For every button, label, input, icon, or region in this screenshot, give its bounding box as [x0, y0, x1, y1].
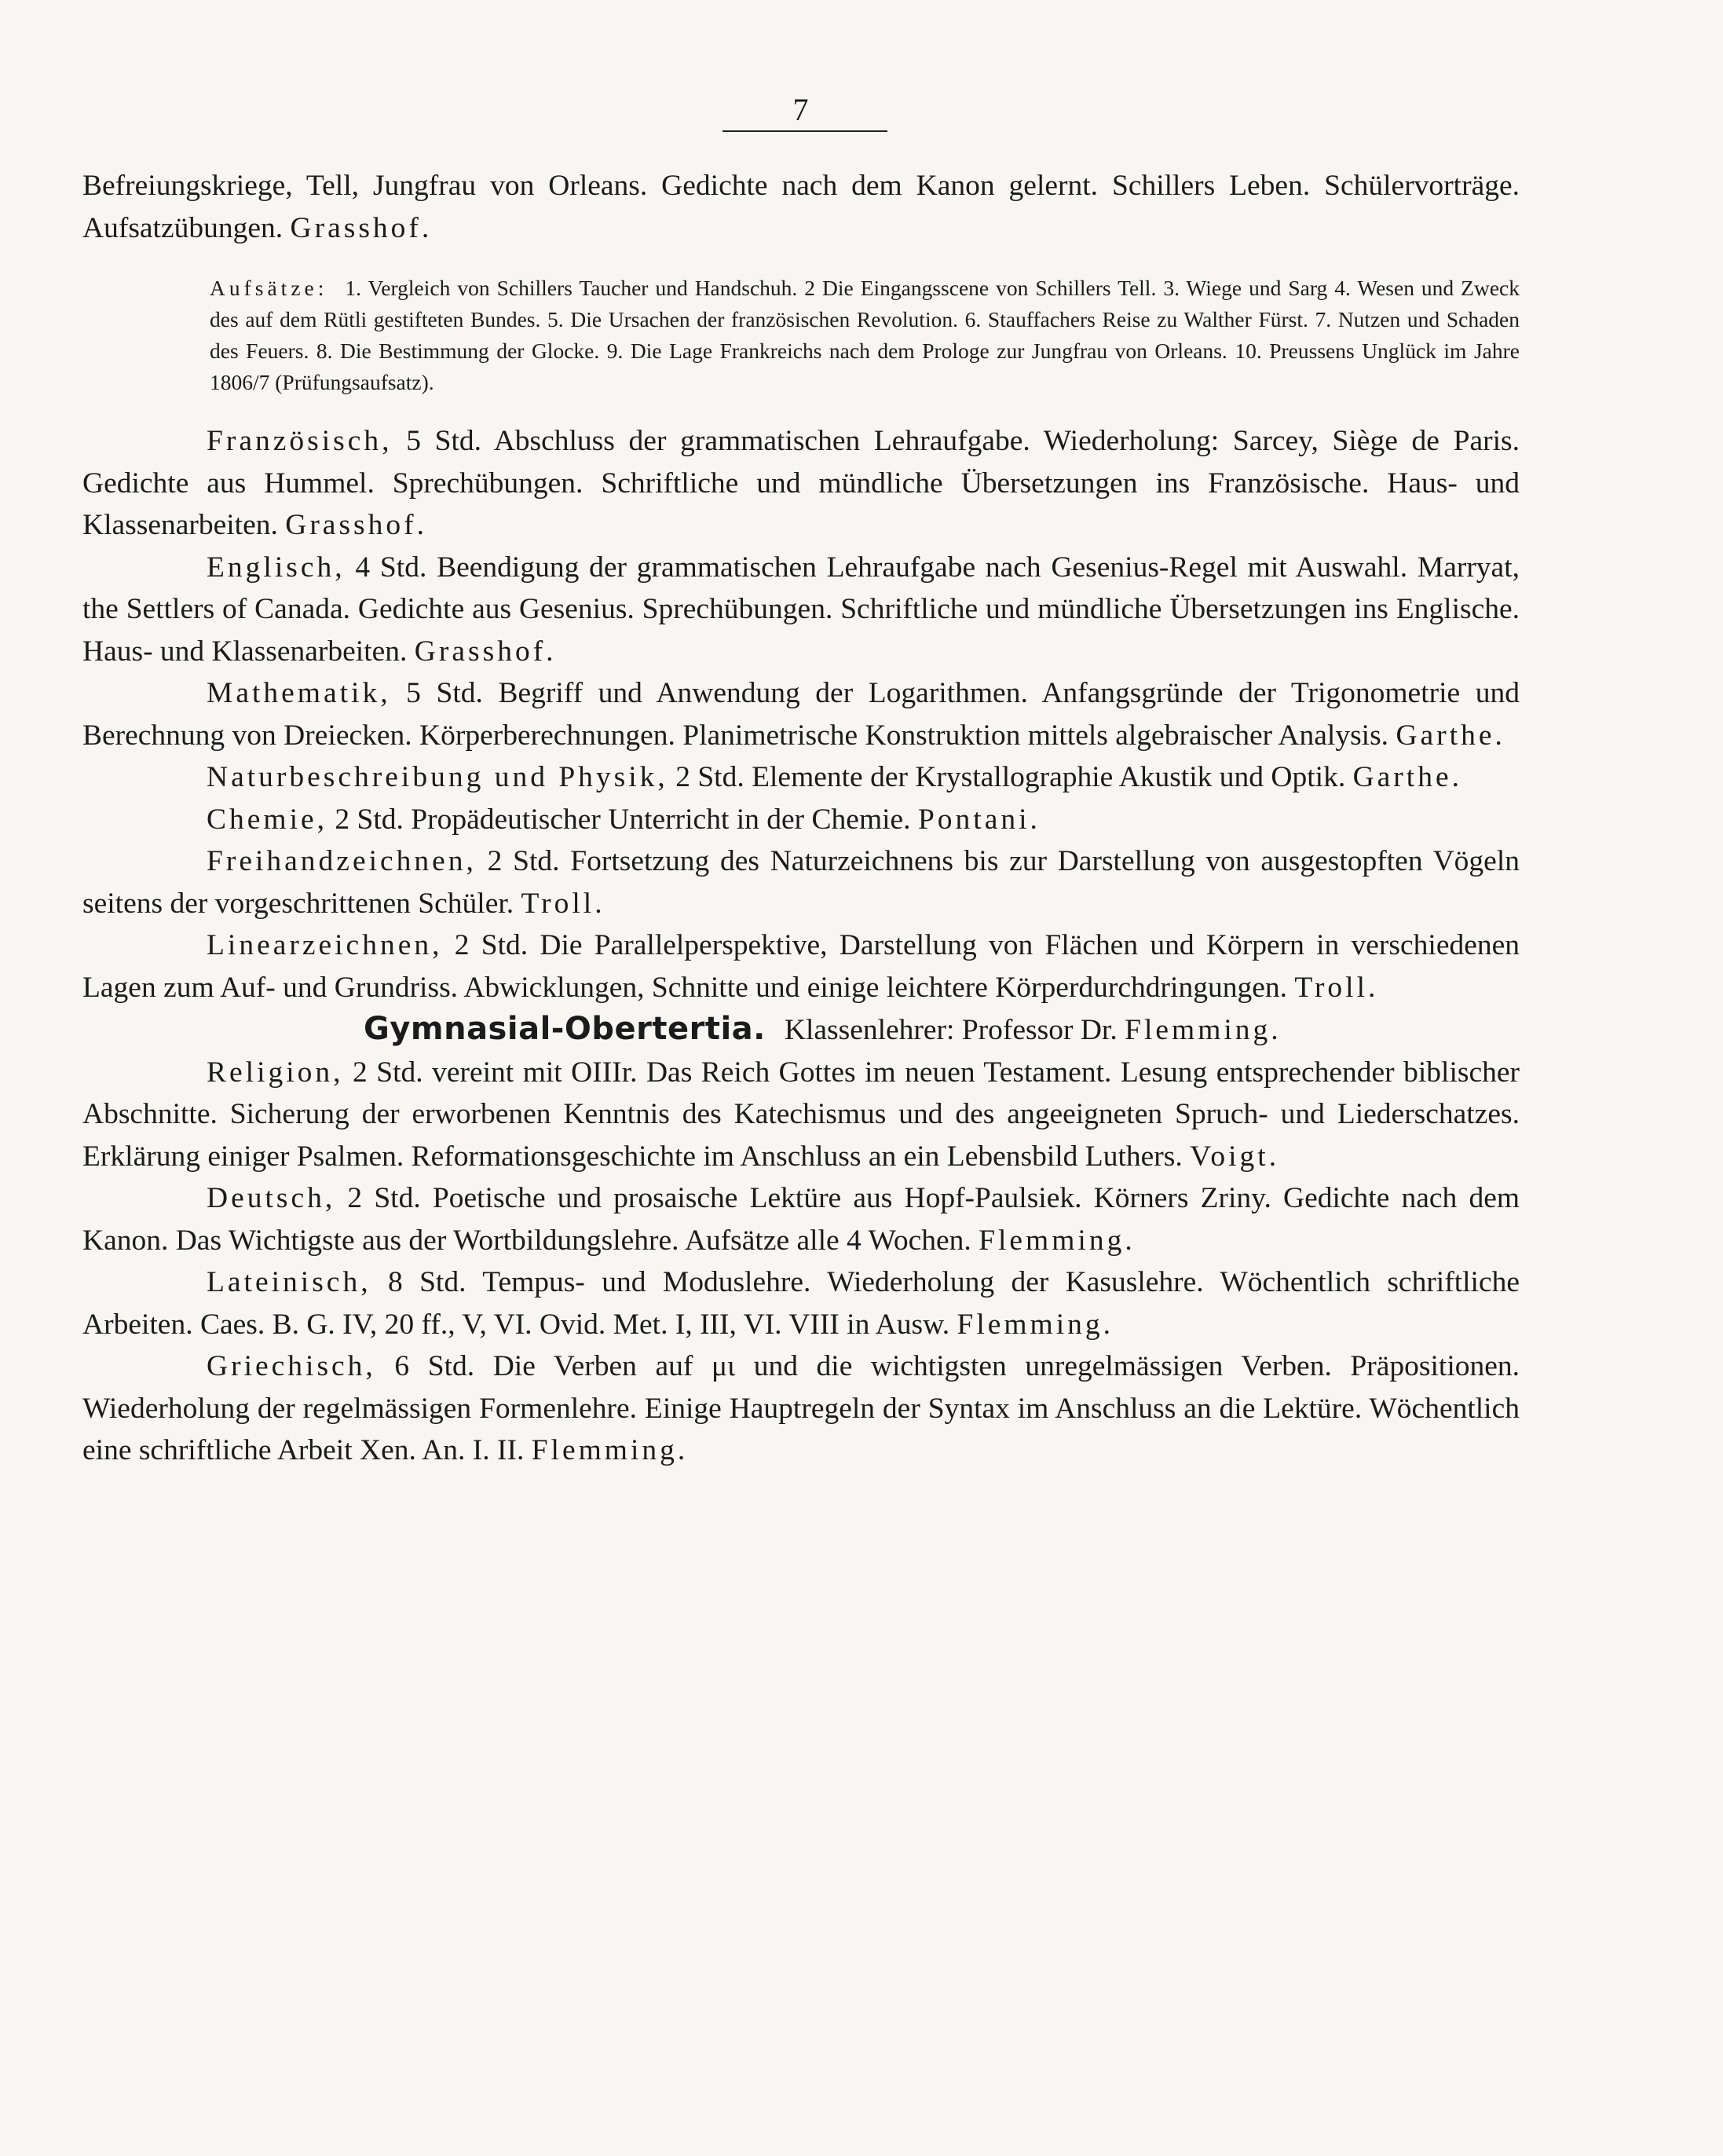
subject-name: Lateinisch,	[207, 1266, 371, 1298]
subject-hours: 2 Std.	[487, 845, 560, 877]
class-teacher-name: Flemming.	[1125, 1014, 1282, 1046]
subject-teacher: Grasshof.	[414, 635, 557, 668]
subject-text: Tempus- und Moduslehre. Wiederholung der Kasuslehre. Wöchentlich schriftliche Arbeiten. Caes. B. G. IV, 20 ff., V, VI. Ovid. Met. I, III, VI. VIII in Ausw.	[82, 1266, 1520, 1341]
subject-hours: 4 Std.	[355, 551, 427, 584]
subject-teacher: Grasshof.	[285, 509, 427, 541]
subject-paragraph	[82, 756, 1520, 799]
subject-name: Naturbeschreibung und Physik,	[207, 761, 668, 793]
subject-teacher: Voigt.	[1190, 1140, 1280, 1173]
subject-text: Propädeutischer Unterricht in der Chemie.	[411, 803, 911, 836]
subject-text: Fortsetzung des Naturzeichnens bis zur Darstellung von ausgestopften Vögeln seitens der vorgeschrittenen Schüler.	[82, 845, 1520, 920]
class-heading	[82, 1008, 1520, 1052]
subject-text: Abschluss der grammatischen Lehraufgabe. Wiederholung: Sarcey, Siège de Paris. Gedichte aus Hummel. Sprechübungen. Schriftliche und mündliche Übersetzungen ins Französische. Haus- und Klassenarbeiten.	[82, 425, 1520, 541]
subject-hours: 5 Std.	[406, 425, 482, 457]
class-teacher-label: Klassenlehrer:	[784, 1014, 955, 1046]
subject-text: Elemente der Krystallographie Akustik und Optik.	[752, 761, 1346, 793]
aufsaetze-label: Aufsätze:	[210, 276, 328, 300]
subject-hours: 5 Std.	[406, 677, 483, 709]
subject-paragraph	[82, 547, 1520, 673]
subject-paragraph	[82, 840, 1520, 924]
subject-hours: 2 Std.	[353, 1056, 423, 1089]
subject-name: Linearzeichnen,	[207, 929, 443, 961]
intro-paragraph	[82, 165, 1520, 249]
subject-hours: 2 Std.	[347, 1182, 421, 1214]
subject-teacher: Pontani.	[917, 803, 1041, 836]
subject-paragraph	[82, 1261, 1520, 1345]
page-body	[82, 165, 1520, 1472]
subject-text: Poetische und prosaische Lektüre aus Hopf-Paulsiek. Körners Zriny. Gedichte nach dem Kanon. Das Wichtigste aus der Wortbildungslehre. Aufsätze alle 4 Wochen.	[82, 1182, 1520, 1257]
subject-teacher: Troll.	[1294, 971, 1379, 1004]
subject-name: Chemie,	[207, 803, 328, 836]
page-number-rule	[722, 130, 887, 132]
subject-text: Die Verben auf μι und die wichtigsten unregelmässigen Verben. Präpositionen. Wiederholung der regelmässigen Formenlehre. Einige Hauptregeln der Syntax im Anschluss an die Lektüre. Wöchentlich eine schriftliche Arbeit Xen. An. I. II.	[82, 1350, 1520, 1466]
subject-text: Die Parallelperspektive, Darstellung von Flächen und Körpern in verschiedenen Lagen zum Auf- und Grundriss. Abwicklungen, Schnitte und einige leichtere Körperdurchdringungen.	[82, 929, 1520, 1004]
subject-paragraph	[82, 420, 1520, 547]
subject-name: Freihandzeichnen,	[207, 845, 477, 877]
subject-text: Beendigung der grammatischen Lehraufgabe nach Gesenius-Regel mit Auswahl. Marryat, the Settlers of Canada. Gedichte aus Gesenius. Sprechübungen. Schriftliche und mündliche Übersetzungen ins Englische. Haus- und Klassenarbeiten.	[82, 551, 1520, 668]
subject-teacher: Flemming.	[957, 1308, 1114, 1341]
intro-text: Befreiungskriege, Tell, Jungfrau von Orleans. Gedichte nach dem Kanon gelernt. Schillers Leben. Schülervorträge. Aufsatzübungen.	[82, 170, 1520, 244]
subject-name: Englisch,	[207, 551, 346, 584]
subject-teacher: Flemming.	[531, 1434, 689, 1466]
subject-name: Französisch,	[207, 425, 393, 457]
class-title: Gymnasial-Obertertia.	[364, 1011, 766, 1047]
subject-hours: 6 Std.	[394, 1350, 475, 1382]
subject-name: Griechisch,	[207, 1350, 376, 1382]
class-teacher-title: Professor Dr.	[961, 1014, 1118, 1046]
subject-hours: 8 Std.	[387, 1266, 466, 1298]
subject-teacher: Troll.	[521, 887, 605, 920]
subject-hours: 2 Std.	[675, 761, 744, 793]
subject-teacher: Garthe.	[1352, 761, 1462, 793]
subject-paragraph	[82, 924, 1520, 1008]
subject-name: Religion,	[207, 1056, 344, 1089]
subject-paragraph	[82, 1345, 1520, 1472]
subject-paragraph	[82, 672, 1520, 756]
subject-name: Deutsch,	[207, 1182, 336, 1214]
aufsaetze-text: 1. Vergleich von Schillers Taucher und Handschuh. 2 Die Eingangsscene von Schillers Tell. 3. Wiege und Sarg 4. Wesen und Zweck des auf dem Rütli gestifteten Bundes. 5. Die Ursachen der französischen Revolution. 6. Stauffachers Reise zu Walther Fürst. 7. Nutzen und Schaden des Feuers. 8. Die Bestimmung der Glocke. 9. Die Lage Frankreichs nach dem Prologe zur Jungfrau von Orleans. 10. Preussens Unglück im Jahre 1806/7 (Prüfungsaufsatz).	[210, 276, 1520, 394]
intro-teacher: Grasshof.	[290, 211, 433, 244]
subject-text: Begriff und Anwendung der Logarithmen. Anfangsgründe der Trigonometrie und Berechnung von Dreiecken. Körperberechnungen. Planimetrische Konstruktion mittels algebraischer Analysis.	[82, 677, 1520, 752]
aufsaetze-block	[82, 273, 1520, 398]
subject-hours: 2 Std.	[335, 803, 404, 836]
subject-paragraph	[82, 799, 1520, 841]
subject-hours: 2 Std.	[454, 929, 529, 961]
subject-paragraph	[82, 1177, 1520, 1261]
subject-text: vereint mit OIIIr. Das Reich Gottes im neuen Testament. Lesung entsprechender biblischer Abschnitte. Sicherung der erworbenen Kenntnis des Katechismus und des angeeigneten Spruch- und Liederschatzes. Erklärung einiger Psalmen. Reformationsgeschichte im Anschluss an ein Lebensbild Luthers.	[82, 1056, 1520, 1173]
page-number: 7	[792, 92, 810, 127]
subject-paragraph	[82, 1052, 1520, 1178]
subject-teacher: Garthe.	[1396, 719, 1505, 752]
subject-name: Mathematik,	[207, 677, 391, 709]
subject-teacher: Flemming.	[979, 1224, 1136, 1257]
